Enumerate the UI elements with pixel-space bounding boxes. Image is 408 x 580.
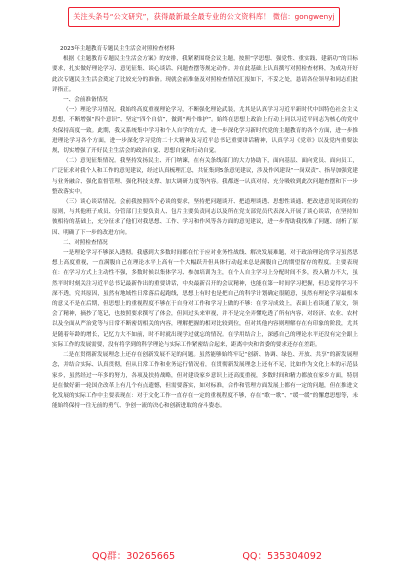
banner-text: 关注头条号“公文研究”，获得最新最全最专业的公文资料库！ 微信：gongwenyj [73,12,335,21]
footer-qq: QQ：535304092 [242,551,322,562]
paragraph-issue-one: 一是理论学习不够深入透彻。我感到大多数时间都在忙于应对业务性战线、解决发展难题，对于政治理论的学习虽然思想上高度重视，一直满腹自己在理论水平上高有一个大幅跃升但具体行动起来总是满腹自己的期望留存的程度。主要表现在：在学习方式上主动性不强，多数时候以集体学习、参加培训为主，在个人自主学习上分配时间不多，投入精力不大，虽然平时时刻关注习近平总书记最新作出的重要讲话，中央最新召开的会议精神，也能在第一时间学习把握，但总觉得学习不深不透，究其原因，虽然有地域性日常落后起跑线，思想上有时也是把自己的科学计划确定很随意，虽然有理论学习最根本的意义不是在后期，但思想上的重视程度不够在于自身对工作和学习上做的不够：在学习成效上，表面上看读通了原文，领会了精神，摘抄了笔记，也按照要求撰写了体会，但回过头来审视，并不是完全弄懂吃透了所有内容，对经济、农业、农村以及全面从严治党等与日常不断密切相关的内容，理解把握的相对比较到位，但对其他内容则理解存在有印象的阶段，尤其是随着年龄的增长，记忆力大不如前，时不时就出现学过就忘的情况。在学用结合上，深感自己的理论水平还没有完全跟上实际工作的发展需要，没有将学到的科学理论与实际工作紧密结合起来，距离中央和省委的要求还存在差距。 [52,250,358,348]
top-banner [68,7,340,27]
paragraph-issue-two: 二是在贯彻新发展理念上还存在创新发展不足的问题。虽然能够始终牢记“创新、协调、绿色、开放、共享”的新发展理念，并结合实际、认真贯彻，但从日常工作和业务运行情况看，在贯彻新发展理念上还有不足，比如作为文化上本的示范县家乡，虽然经过一年多的努力，各项及扶持战略，但对建设家乡意识上还高度重视，多数时间和精力都放在家乡方面，特别是在做好新一轮国企改革上有几个有点遗憾，但需要落实，如对标准，合作和管理方面发展上都有一定的问题，但在推进文化发展的实际工作中主要表现在：对于文化工作一直存在一定的重视程度不够，存在“歌一歌”、“缓一缓”的懈怠思想等，未能始终保持一往无前的勇气、争创一流的决心和创新进取的奋斗姿态。 [52,352,358,410]
document-body [52,44,358,411]
footer-contact [92,549,322,561]
section-heading-preparation: 一、会前准备情况 [63,97,108,104]
document-title: 2023年主题教育专题民主生活会对照检查材料 [60,46,175,52]
footer-qq-group: QQ群：30265665 [92,551,176,562]
paragraph-intro: 根据《主题教育专题民主生活会方案》的安排，我紧紧围绕会议主题，按照“学思想、强党性、重实践、建新功”的目标要求，扎实做好理论学习、意见征集、谈心谈话、问题查摆等规定动作。并在此基础上认真撰写对照检查材料，为成功开好此次专题民主生活会奠定了比较充分的准备。现就会前准备及对照检查情况汇报如下，不妥之处，恳请各位领导和同志们批评指正。 [52,56,358,93]
section-heading-self-check: 二、对照检查情况 [63,239,108,246]
paragraph-heart-to-heart: （三）谈心谈话情况。会前我按照四个必谈的要求，坚持把问题谈开、把道理谈透、思想性谈通、把改进意见谈到位的原则，与其他班子成员、分管部门主要负责人、包片主要负责同志以及所在党支部党员代表深入开展了谈心谈话，在坚持知彼相待的基础上，充分征求了他们对我思想、工作、学习和作风等各方面的意见建议，进一步帮助我找准了问题、剖析了原因、明确了下一步的改进方向。 [52,199,358,236]
paragraph-theory-study: （一）理论学习情况。我始终高度重视理论学习，不断强化理论武装，尤其是认真学习习近平新时代中国特色社会主义思想，不断增强“四个意识”、坚定“四个自信”，做到“两个维护”。始终在思想上政治上行动上同以习近平同志为核心的党中央保持高度一致。此期，我又系统集中学习和个人自学的方式，进一步深化学习新时代党的主题教育的各个方面，进一步推进理论学习各个方面，进一步深化学习党的二十大精神及习近平总书记重要讲话精神，认真学习《党章》以及党内重要法规，切实增强了开好民主生活会的政治自觉、思想自觉和行动自觉。 [52,107,358,155]
paragraph-opinion-collection: （二）意见征集情况。我坚持发扬民主、开门纳谏，在有关条线部门的大力协助下，面向基层、面向党员、面向员工，广泛征求对我个人和工作的意见建议，经过认真梳理汇总，共征集到5条意见建议，涉及作风建设“一岗双责”、指导加强党建与业务融合、强化监督管理、强化科技支撑、加大调研力度等内容。我都逐一认真对待、充分吸收到此次问题查摆和下一步整改落实中。 [52,158,358,195]
